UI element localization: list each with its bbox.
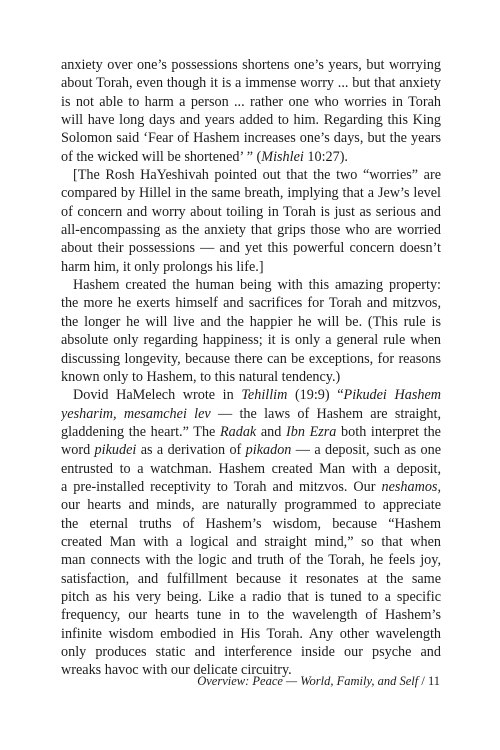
text-line [61,258,441,276]
italic-text: yesharim, mesamchei lev [61,405,211,422]
body-text [61,56,441,680]
text-line [61,331,441,349]
text-run: of concern and worry about toiling in Torah is just as serious and [61,203,441,220]
text-line [61,129,441,147]
text-run: is not able to harm a person ... rather one who worries in Torah [61,93,441,110]
paragraph [61,56,441,166]
text-line [61,533,441,551]
text-run: (19:9) “ [287,387,344,404]
paragraph [61,386,441,680]
text-line [61,386,441,404]
text-run: Hashem created the human being with this amazing property: [73,277,441,294]
text-run: the longer he will live and the happier he will be. (This rule is [61,313,441,330]
footer-separator: / [418,674,428,688]
text-run: infinite wisdom embodied in His Torah. Any other wavelength [61,625,441,642]
text-run: a pre-installed receptivity to Torah and mitzvos. Our [61,478,382,495]
text-line [61,588,441,606]
text-line [61,423,441,441]
text-run: of the wicked will be shortened’ ” ( [61,148,262,165]
italic-text: Tehillim [241,387,288,404]
text-run: wreaks havoc with our delicate circuitry. [61,662,292,679]
text-line [61,570,441,588]
text-run: absolute only regarding happiness; it is only a general rule when [61,332,441,349]
text-run: the eternal truths of Hashem’s wisdom, because “Hashem [61,515,441,532]
text-run: only produces static and interference inside our psyche and [61,644,441,660]
text-line [61,478,441,496]
text-run: about Torah, even though it is a immense worry ... but that anxiety [61,75,441,92]
text-line [61,441,441,459]
italic-text: pikadon [245,442,292,459]
text-line [61,551,441,569]
text-line [61,625,441,643]
text-run: entrusted to a watchman. Hashem created Man with a deposit, [61,460,441,477]
text-run: man connects with the logic and truth of the Torah, he feels joy, [61,552,441,569]
text-line [61,405,441,423]
text-run: created Man with a logical and straight mind,” so that when [61,533,441,550]
text-run: pitch as his very being. Like a radio that is tuned to a specific [61,588,441,605]
text-line [61,643,441,661]
text-line [61,460,441,478]
text-run: , [437,478,441,495]
text-line [61,313,441,331]
text-line [61,148,441,166]
paragraph [61,166,441,276]
text-run: the more he exerts himself and sacrifices for Torah and mitzvos, [61,295,441,312]
italic-text: pikudei [94,442,137,459]
paragraph [61,276,441,386]
italic-text: Ibn Ezra [286,423,337,440]
text-line [61,368,441,386]
text-line [61,239,441,257]
text-line [61,276,441,294]
running-title: Overview: Peace — World, Family, and Self [197,674,419,688]
text-run: satisfaction, and fulfillment because it resonates at the same [61,570,441,587]
text-line [61,93,441,111]
italic-text: Radak [219,423,257,440]
text-line [61,203,441,221]
text-run: both interpret the [336,423,441,440]
text-run: about their possessions — and yet this powerful concern doesn’t [61,240,441,257]
text-run: will have long days and years added to him. Regarding this King [61,112,441,129]
text-run: harm him, it only prolongs his life.] [61,258,264,275]
text-line [61,74,441,92]
text-run: word [61,442,95,459]
text-line [61,56,441,74]
text-run: our hearts and minds, are naturally programmed to appreciate [61,497,441,514]
text-run: — the laws of Hashem are straight, [210,405,441,422]
text-line [61,184,441,202]
text-run: 10:27). [303,148,348,165]
text-run: anxiety over one’s possessions shortens one’s years, but worrying [61,57,441,73]
text-line [61,350,441,368]
text-run: discussing longevity, because there can be exceptions, for reasons [61,350,441,367]
text-run: gladdening the heart.” The [61,423,220,440]
text-line [61,294,441,312]
text-run: and [256,423,287,440]
text-run: Solomon said ‘Fear of Hashem increases one’s days, but the years [61,130,441,147]
text-run: Dovid HaMelech wrote in [73,387,242,404]
text-line [61,496,441,514]
page-footer [197,674,440,689]
text-run: [The Rosh HaYeshivah pointed out that the two “worries” are [73,167,441,184]
text-run: as a derivation of [136,442,246,459]
text-run: compared by Hillel in the same breath, implying that a Jew’s level [61,185,441,202]
text-run: known only to Hashem, to this natural tendency.) [61,368,341,385]
text-line [61,166,441,184]
text-line [61,515,441,533]
text-run: frequency, our hearts tune in to the wavelength of Hashem’s [61,607,441,624]
text-line [61,221,441,239]
page-number: 11 [427,674,440,688]
text-run: — a deposit, such as one [291,442,441,459]
italic-text: Mishlei [261,148,304,165]
text-line [61,606,441,624]
italic-text: neshamos [381,478,438,495]
text-line [61,111,441,129]
text-run: all-encompassing as the anxiety that grips those who are worried [61,222,441,239]
italic-text: Pikudei Hashem [343,387,441,404]
